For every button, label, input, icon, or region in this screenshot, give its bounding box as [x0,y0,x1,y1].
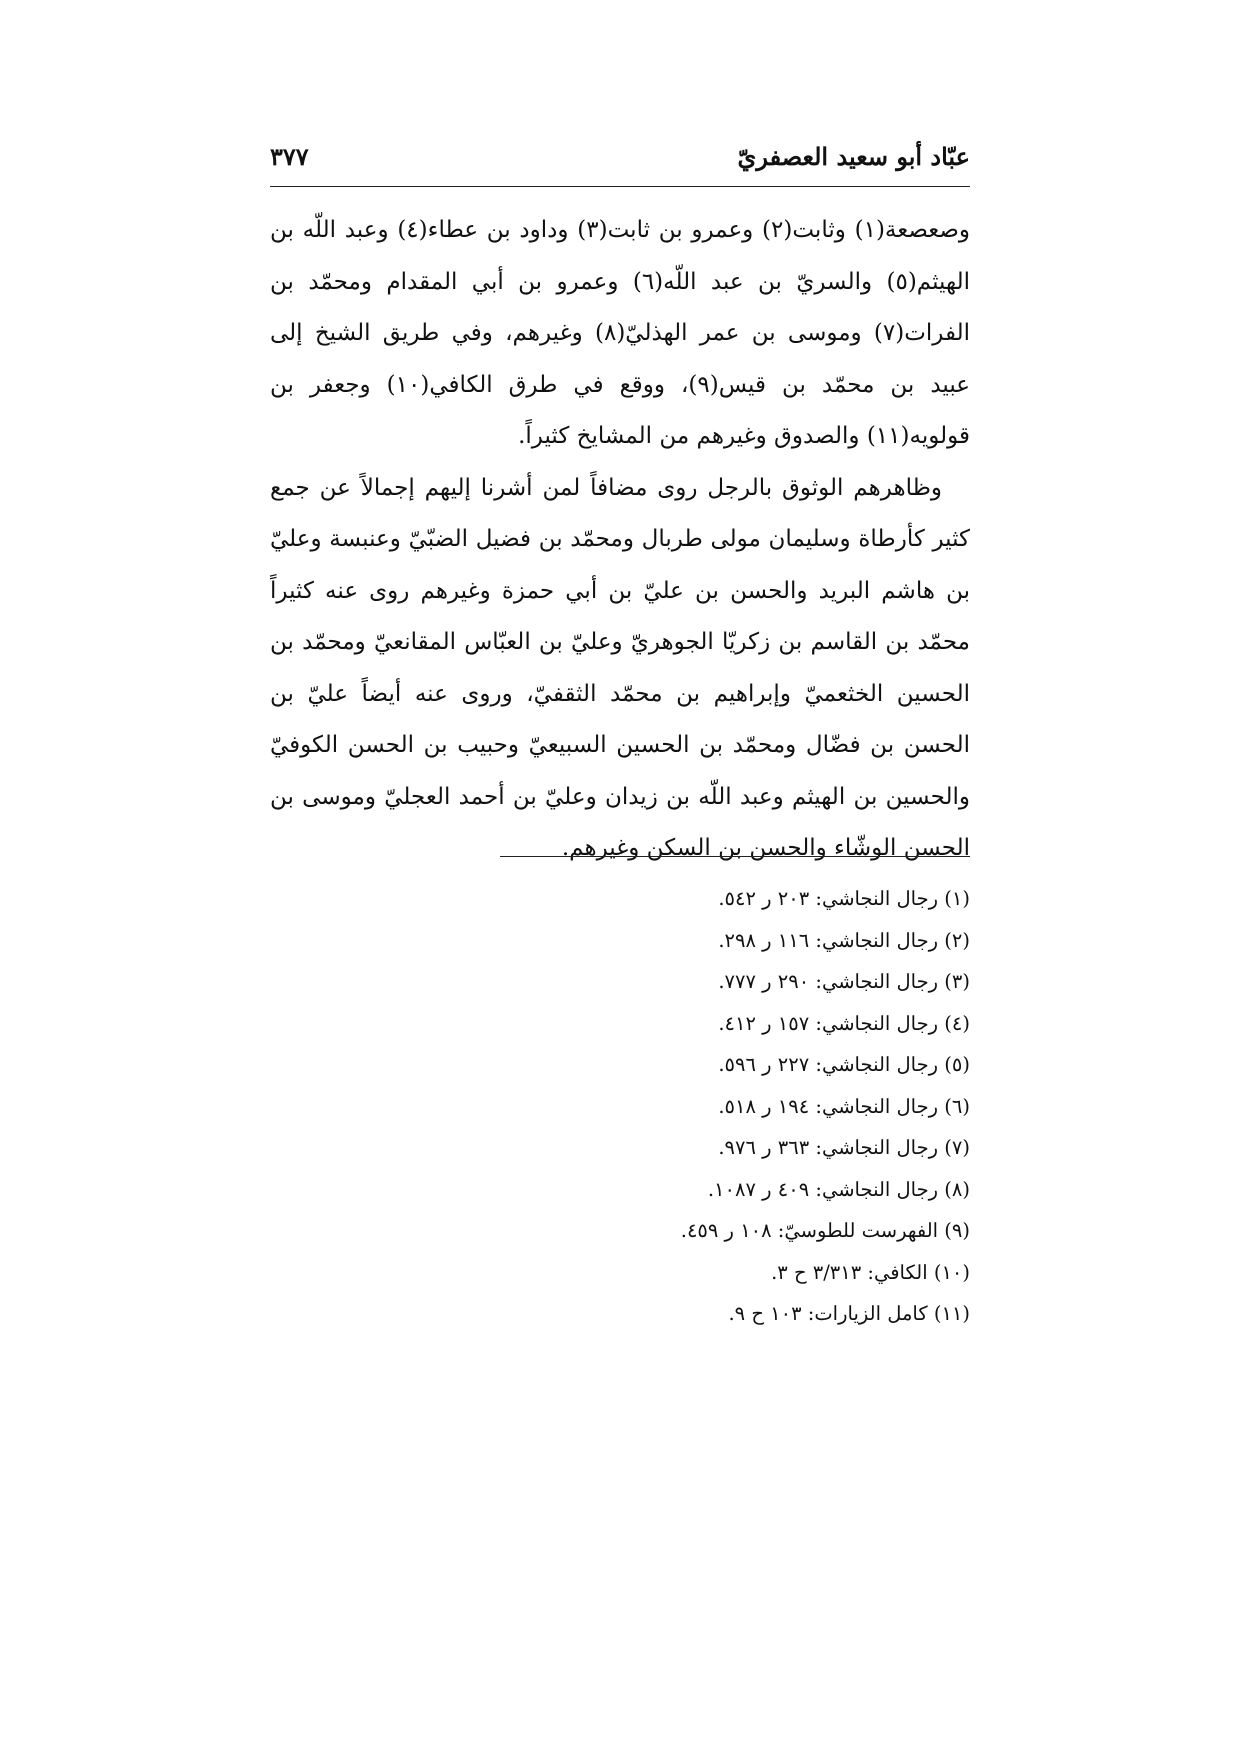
book-page [270,140,971,1325]
main-text [270,205,970,875]
footnote: (١) رجال النجاشي: ٢٠٣ ر ٥٤٢. [718,887,970,910]
paragraph: وصعصعة(١) وثابت(٢) وعمرو بن ثابت(٣) وداود بن عطاء(٤) وعبد اللّه بن الهيثم(٥) والسريّ بن عبد اللّه(٦) وعمرو بن أبي المقدام ومحمّد بن الفرات(٧) وموسى بن عمر الهذليّ(٨) وغيرهم، وفي طريق الشيخ إلى عبيد بن محمّد بن قيس(٩)، ووقع في طرق الكافي(١٠) وجعفر بن قولويه(١١) والصدوق وغيرهم من المشايخ كثيراً. [270,217,971,449]
footnote: (١٠) الكافي: ٣/٣١٣ ح ٣. [771,1260,970,1284]
footnotes [270,878,970,1335]
footnote-separator [500,856,970,857]
running-header [270,140,970,187]
running-title: عبّاد أبو سعيد العصفريّ [737,142,970,171]
footnote: (٧) رجال النجاشي: ٣٦٣ ر ٩٧٦. [718,1136,970,1159]
footnote: (٤) رجال النجاشي: ١٥٧ ر ٤١٢. [718,1011,970,1035]
footnote: (٢) رجال النجاشي: ١١٦ ر ٢٩٨. [718,928,970,952]
page-number: ٣٧٧ [270,142,309,171]
footnote: (٦) رجال النجاشي: ١٩٤ ر ٥١٨. [718,1094,970,1118]
footnote: (٩) الفهرست للطوسيّ: ١٠٨ ر ٤٥٩. [680,1219,970,1242]
footnote: (١١) كامل الزيارات: ١٠٣ ح ٩. [728,1302,970,1325]
footnote: (٨) رجال النجاشي: ٤٠٩ ر ١٠٨٧. [707,1177,970,1201]
footnote: (٣) رجال النجاشي: ٢٩٠ ر ٧٧٧. [718,970,970,993]
footnote: (٥) رجال النجاشي: ٢٢٧ ر ٥٩٦. [718,1053,970,1076]
paragraph: وظاهرهم الوثوق بالرجل روى مضافاً لمن أشرنا إليهم إجمالاً عن جمع كثير كأرطاة وسليمان مولى طربال ومحمّد بن فضيل الضبّيّ وعنبسة وعليّ بن هاشم البريد والحسن بن عليّ بن أبي حمزة وغيرهم روى عنه كثيراً محمّد بن القاسم بن زكريّا الجوهريّ وعليّ بن العبّاس المقانعيّ ومحمّد بن الحسين الخثعميّ وإبراهيم بن محمّد الثقفيّ، وروى عنه أيضاً عليّ بن الحسن بن فضّال ومحمّد بن الحسين السبيعيّ وحبيب بن الحسن الكوفيّ والحسين بن الهيثم وعبد اللّه بن زيدان وعليّ بن أحمد العجليّ وموسى بن الحسن الوشّاء والحسن بن السكن وغيرهم. [270,474,970,861]
